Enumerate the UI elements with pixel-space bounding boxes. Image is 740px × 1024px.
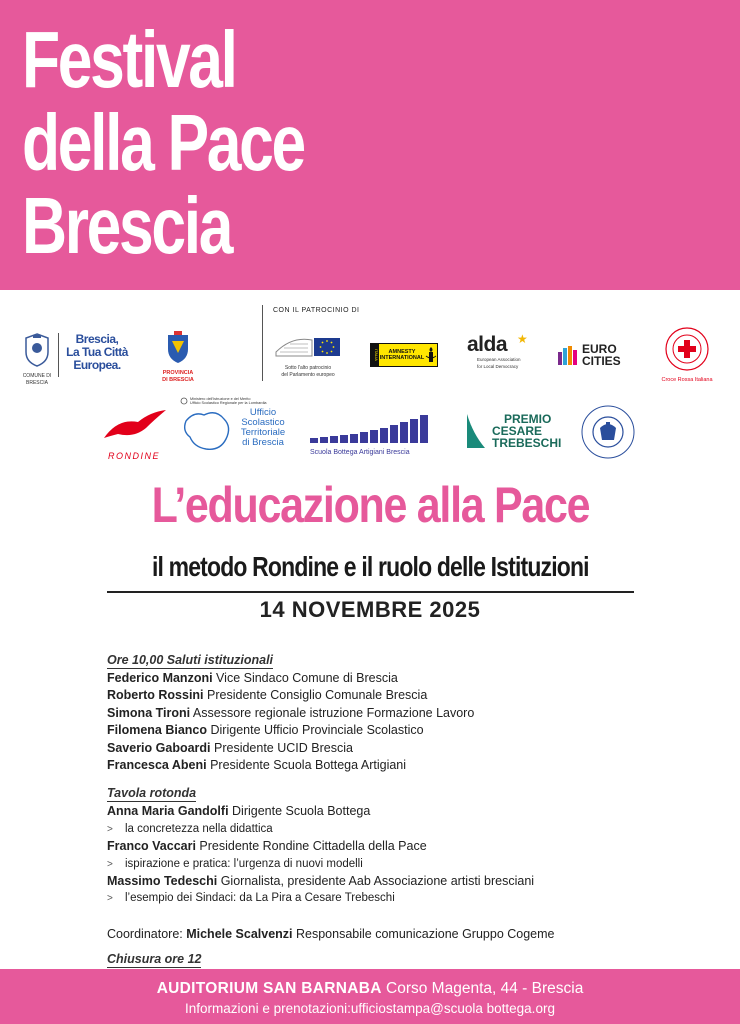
rondine-logo [98, 408, 170, 461]
speaker-row [107, 757, 667, 774]
speaker-name: Massimo Tedeschi [107, 874, 218, 889]
alda-name: alda [467, 333, 508, 356]
divider [262, 305, 263, 381]
topic-text: ispirazione e pratica: l’urgenza di nuovi modelli [125, 857, 363, 870]
sail-icon [463, 410, 489, 452]
topic-row [107, 856, 667, 873]
provincia-text: PROVINCIA DI BRESCIA [162, 370, 194, 383]
arrow-icon: > [107, 858, 113, 870]
venue-name: AUDITORIUM SAN BARNABA [156, 980, 382, 997]
speaker-role: Giornalista, presidente Aab Associazione artisti bresciani [217, 874, 535, 889]
speaker-role: Dirigente Scuola Bottega [228, 804, 371, 819]
provincia-brescia-logo [160, 331, 196, 384]
parlamento-europeo-logo [272, 334, 344, 379]
coordinator-label: Coordinatore: [107, 926, 187, 941]
ucid-seal-icon [580, 404, 636, 460]
brescia-citta-line: La Tua Città [66, 345, 128, 359]
coordinator-name: Michele Scalvenzi [186, 926, 293, 941]
coordinator-role: Responsabile comunicazione Gruppo Cogeme [292, 926, 555, 941]
speaker-row [107, 740, 667, 757]
spacer [107, 908, 667, 926]
province-crest-icon [160, 331, 196, 365]
speaker-row [107, 705, 667, 722]
ucid-logo [580, 404, 636, 460]
event-title [0, 474, 740, 536]
premio-line: CESARE [492, 424, 543, 438]
speaker-name: Federico Manzoni [107, 671, 213, 685]
festival-title-line: della Pace [22, 98, 304, 187]
section-heading-saluti: Ore 10,00 Saluti istituzionali [107, 653, 274, 667]
bottega-bars-icon [310, 414, 432, 444]
premio-text [492, 413, 561, 449]
festival-title-line: Brescia [22, 181, 232, 270]
eu-parliament-icon [272, 334, 344, 360]
premio-line: TREBESCHI [492, 436, 562, 450]
ufficio-scolastico-logo [180, 397, 300, 461]
red-cross-icon [660, 326, 714, 372]
ufficio-line: Scolastico [241, 417, 285, 428]
patrocinio-label: CON IL PATROCINIO DI [273, 307, 360, 314]
amnesty-side: ITALIA [371, 344, 379, 366]
title-divider [107, 591, 634, 593]
spacer [107, 943, 667, 951]
swallow-icon [98, 408, 170, 446]
bottega-text: Scuola Bottega Artigiani Brescia [310, 449, 410, 456]
festival-title [22, 15, 304, 270]
croce-rossa-logo [660, 326, 714, 384]
brescia-citta-line: Europea. [73, 358, 121, 372]
alda-text: European Association for Local Democracy [477, 357, 521, 369]
speaker-role: Presidente Rondine Cittadella della Pace [195, 839, 427, 854]
brescia-citta-europea-logo [66, 333, 128, 372]
speaker-name: Francesca Abeni [107, 758, 207, 773]
eurocities-line: EURO [582, 342, 617, 356]
comune-brescia-logo [20, 332, 54, 387]
speaker-name: Simona Tironi [107, 705, 191, 720]
parlamento-text: Sotto l'alto patrocinio del Parlamento europeo [281, 365, 335, 378]
speaker-role: Presidente Scuola Bottega Artigiani [206, 758, 407, 773]
program [107, 652, 667, 969]
topic-text: l’esempio dei Sindaci: da La Pira a Cesare Trebeschi [125, 892, 395, 905]
speaker-role: Dirigente Ufficio Provinciale Scolastico [207, 723, 424, 738]
speaker-name: Anna Maria Gandolfi [107, 804, 229, 819]
ministry-text: Ministero dell'Istruzione e del Merito Ufficio Scolastico Regionale per la Lombardia [190, 397, 267, 406]
scuola-bottega-logo [310, 414, 432, 456]
arrow-icon: > [107, 823, 113, 835]
info-line: Informazioni e prenotazioni:ufficiostampa@scuola bottega.org [185, 1001, 555, 1016]
speaker-role: Vice Sindaco Comune di Brescia [212, 671, 398, 685]
speaker-row [107, 838, 667, 855]
event-subtitle [0, 550, 740, 584]
speaker-row [107, 687, 667, 704]
section-heading-tavola: Tavola rotonda [107, 786, 197, 801]
eurocities-text [582, 343, 621, 367]
event-date: 14 NOVEMBRE 2025 [259, 597, 481, 622]
spacer [107, 774, 667, 785]
ufficio-line: di Brescia [242, 437, 284, 448]
topic-row [107, 890, 667, 907]
speaker-name: Saverio Gaboardi [107, 740, 211, 755]
event-subtitle-text: il metodo Rondine e il ruolo delle Istituzioni [151, 551, 589, 582]
footer [0, 969, 740, 1024]
speaker-name: Roberto Rossini [107, 688, 204, 703]
speaker-name: Filomena Bianco [107, 723, 208, 738]
speaker-name: Franco Vaccari [107, 839, 196, 854]
divider [58, 333, 59, 377]
speaker-row [107, 803, 667, 820]
topic-text: la concretezza nella didattica [125, 822, 273, 835]
topic-row [107, 821, 667, 838]
arrow-icon: > [107, 893, 113, 905]
premio-line: PREMIO [504, 412, 552, 426]
croce-rossa-text: Croce Rossa Italiana [661, 377, 713, 383]
eurocities-logo [557, 343, 627, 367]
eurocities-bars-icon [557, 344, 579, 366]
candle-icon [425, 346, 437, 364]
speaker-row [107, 722, 667, 739]
ufficio-text [233, 408, 293, 448]
venue-line [0, 969, 740, 999]
rondine-text: RONDINE [107, 451, 160, 461]
festival-title-line: Festival [22, 15, 236, 104]
comune-brescia-text: COMUNE DI BRESCIA [22, 373, 52, 386]
venue-address: Corso Magenta, 44 - Brescia [381, 980, 584, 997]
amnesty-text: AMNESTY INTERNATIONAL [379, 349, 425, 361]
speaker-role: Assessore regionale istruzione Formazione Lavoro [190, 705, 475, 720]
brescia-citta-line: Brescia, [75, 332, 119, 346]
event-title-text: L’educazione alla Pace [151, 477, 589, 533]
alda-logo [467, 334, 531, 370]
premio-trebeschi-logo [463, 410, 563, 452]
closing-time: Chiusura ore 12 [107, 952, 202, 967]
speaker-row [107, 670, 667, 687]
eurocities-line: CITIES [582, 354, 621, 368]
speaker-row [107, 873, 667, 890]
lombardia-map-icon [180, 397, 240, 459]
city-crest-icon [20, 332, 54, 368]
coordinator-row [107, 926, 667, 943]
ufficio-line: Ufficio [249, 407, 277, 418]
header-banner [0, 0, 740, 290]
speaker-role: Presidente Consiglio Comunale Brescia [203, 688, 428, 703]
star-icon: ★ [517, 332, 528, 346]
ufficio-line: Territoriale [240, 427, 286, 438]
amnesty-logo [370, 343, 438, 367]
speaker-role: Presidente UCID Brescia [210, 740, 353, 755]
